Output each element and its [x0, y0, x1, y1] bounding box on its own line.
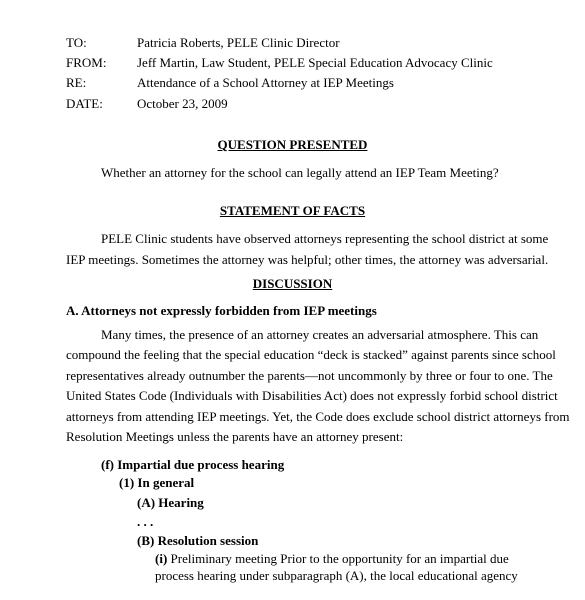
para-line-2: compound the feeling that the special education “deck is stacked” against parents since school: [66, 347, 556, 362]
statute-a-heading: (A) Hearing: [137, 495, 204, 510]
memo-from-label: FROM:: [66, 55, 107, 70]
memo-to-value: Patricia Roberts, PELE Clinic Director: [137, 35, 340, 50]
memo-re-value: Attendance of a School Attorney at IEP Meetings: [137, 75, 394, 90]
memo-from-row: [66, 54, 493, 72]
subheading-a: A. Attorneys not expressly forbidden from IEP meetings: [66, 303, 377, 318]
memo-to-row: [66, 34, 340, 52]
facts-line-1: PELE Clinic students have observed attorneys representing the school district at some: [101, 231, 549, 246]
discussion-heading: DISCUSSION: [252, 276, 333, 291]
facts-line-2: IEP meetings. Sometimes the attorney was helpful; other times, the attorney was adversarial.: [66, 252, 549, 267]
memo-re-label: RE:: [66, 75, 87, 90]
statute-i-line-2: process hearing under subparagraph (A), the local educational agency: [155, 568, 518, 583]
statute-i-line-1: [155, 550, 509, 568]
statute-i-text: Preliminary meeting Prior to the opportunity for an impartial due: [170, 551, 509, 566]
statute-1-heading: (1) In general: [119, 475, 195, 490]
para-line-4: United States Code (Individuals with Disabilities Act) does not expressly forbid school district: [66, 388, 558, 403]
memo-to-label: TO:: [66, 35, 87, 50]
memo-date-label: DATE:: [66, 96, 103, 111]
statute-f-heading: (f) Impartial due process hearing: [101, 457, 285, 472]
question-presented-heading: QUESTION PRESENTED: [217, 137, 368, 152]
memo-from-value: Jeff Martin, Law Student, PELE Special Education Advocacy Clinic: [137, 55, 493, 70]
para-line-5: attorneys from attending IEP meetings. Yet, the Code does exclude school district attorneys from: [66, 409, 570, 424]
memo-date-row: [66, 95, 228, 113]
para-line-3: representatives already outnumber the parents—not uncommonly by three or four to one. The: [66, 368, 553, 383]
statement-of-facts-heading: STATEMENT OF FACTS: [219, 203, 366, 218]
para-line-1: Many times, the presence of an attorney creates an adversarial atmosphere. This can: [101, 327, 539, 342]
para-line-6: Resolution Meetings unless the parents have an attorney present:: [66, 429, 404, 444]
question-text: Whether an attorney for the school can legally attend an IEP Team Meeting?: [101, 165, 499, 180]
statute-ellipsis: . . .: [137, 514, 154, 529]
statute-b-heading: (B) Resolution session: [137, 533, 259, 548]
statute-i-label: (i): [155, 551, 168, 566]
memo-date-value: October 23, 2009: [137, 96, 228, 111]
memo-re-row: [66, 74, 394, 92]
